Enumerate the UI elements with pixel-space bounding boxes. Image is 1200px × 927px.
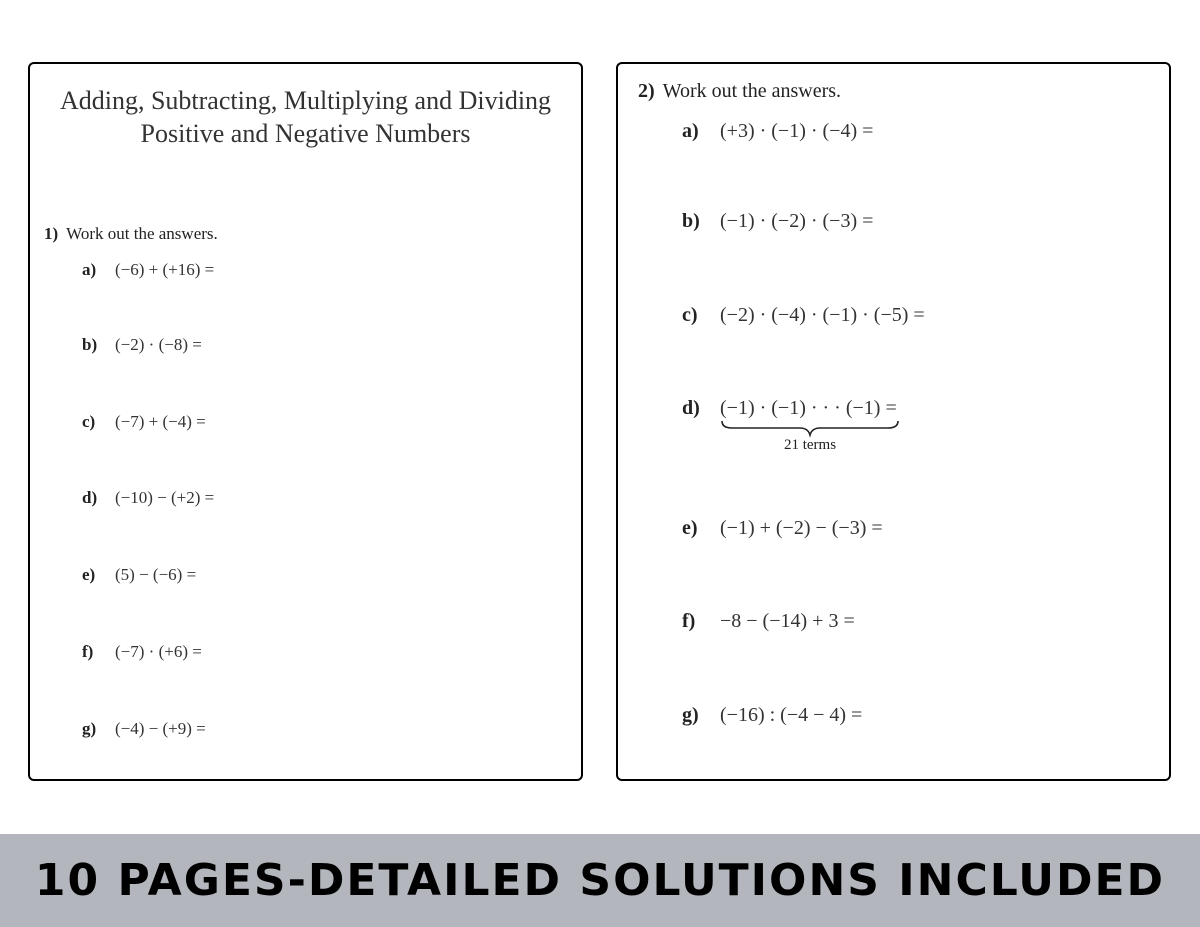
problem-expression: (−7) + (−4) = (115, 412, 206, 431)
problem-2d (682, 397, 897, 420)
problem-letter: f) (682, 610, 696, 632)
problem-expression: (−1) · (−2) · (−3) = (720, 210, 874, 232)
problem-expression: (−6) + (+16) = (115, 260, 215, 279)
problem-1b (82, 335, 202, 355)
problem-1d (82, 488, 214, 508)
problem-1c (82, 412, 206, 432)
problem-1e (82, 565, 196, 585)
problem-expression: (−1) · (−1) · · · (−1) = (720, 397, 897, 419)
problem-1f (82, 642, 202, 662)
problem-2f (682, 610, 855, 633)
problem-expression: (−2) · (−8) = (115, 335, 202, 354)
worksheet-title (30, 84, 581, 150)
problem-letter: d) (82, 488, 98, 507)
problem-expression: −8 − (−14) + 3 = (720, 610, 855, 632)
problem-letter: f) (82, 642, 94, 661)
problem-letter: g) (82, 719, 97, 738)
problem-expression: (−16) : (−4 − 4) = (720, 704, 863, 726)
worksheet-page-2 (616, 62, 1171, 781)
section-number: 1) (44, 224, 59, 243)
section-1-heading (44, 224, 218, 244)
problem-expression: (−7) · (+6) = (115, 642, 202, 661)
problem-expression: (−10) − (+2) = (115, 488, 215, 507)
title-line-1: Adding, Subtracting, Multiplying and Dividing (59, 86, 552, 115)
problem-2a (682, 120, 873, 143)
section-instruction: Work out the answers. (66, 224, 218, 243)
section-instruction: Work out the answers. (662, 80, 842, 102)
problem-letter: a) (82, 260, 97, 279)
banner-text: 10 PAGES-DETAILED SOLUTIONS INCLUDED (34, 855, 1166, 906)
problem-expression: (+3) · (−1) · (−4) = (720, 120, 874, 142)
section-number: 2) (638, 80, 655, 102)
section-2-heading (638, 80, 841, 103)
problem-1a (82, 260, 214, 280)
underbrace (720, 419, 900, 453)
problem-2g (682, 704, 862, 727)
problem-2e (682, 517, 883, 540)
title-line-2: Positive and Negative Numbers (140, 119, 471, 148)
problem-expression: (−1) + (−2) − (−3) = (720, 517, 883, 539)
problem-letter: b) (682, 210, 700, 232)
problem-2b (682, 210, 873, 233)
problem-1g (82, 719, 206, 739)
problem-expression: (−4) − (+9) = (115, 719, 206, 738)
solutions-banner (0, 834, 1200, 927)
problem-letter: g) (682, 704, 699, 726)
underbrace-label: 21 terms (783, 437, 837, 453)
problem-expression: (5) − (−6) = (115, 565, 197, 584)
problem-letter: d) (682, 397, 700, 419)
worksheet-page-1 (28, 62, 583, 781)
problem-letter: c) (82, 412, 96, 431)
underbrace-icon (720, 419, 900, 439)
problem-2c (682, 304, 925, 327)
problem-expression: (−2) · (−4) · (−1) · (−5) = (720, 304, 925, 326)
problem-letter: e) (82, 565, 96, 584)
problem-letter: c) (682, 304, 698, 326)
problem-letter: a) (682, 120, 699, 142)
problem-letter: b) (82, 335, 98, 354)
problem-letter: e) (682, 517, 698, 539)
